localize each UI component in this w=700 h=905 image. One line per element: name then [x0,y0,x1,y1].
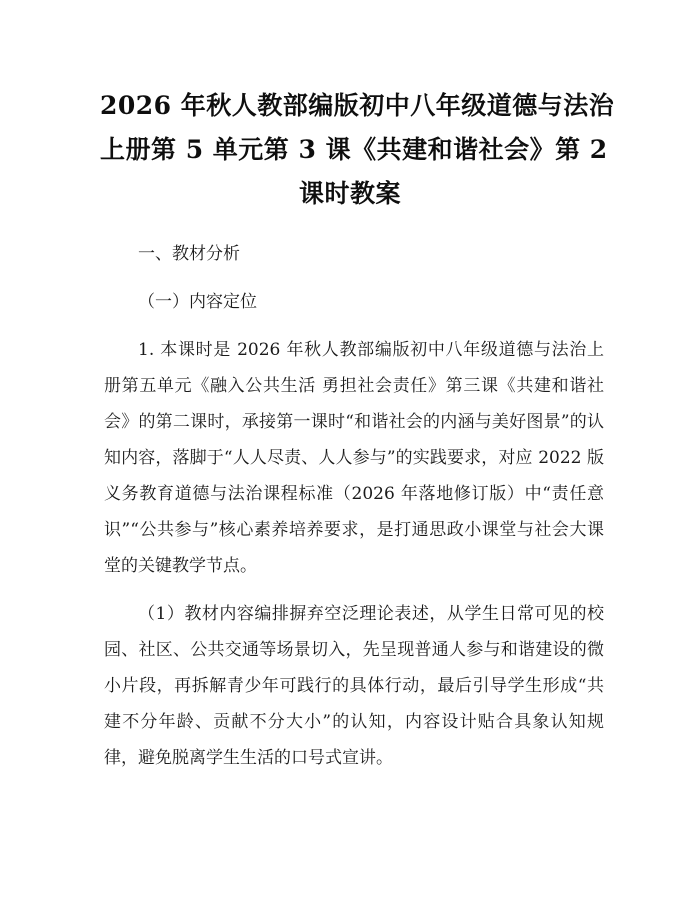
paragraph-lesson-positioning: 1. 本课时是 2026 年秋人教部编版初中八年级道德与法治上册第五单元《融入公共生活 勇担社会责任》第三课《共建和谐社会》的第二课时，承接第一课时“和谐社会的内涵与美好图景”的认知内容，落脚于“人人尽责、人人参与”的实践要求，对应 2022 版义务教育道德与法治课程标准（2026 年落地修订版）中“责任意识”“公共参与”核心素养培养要求，是打通思政小课堂与社会大课堂的关键教学节点。 [104,340,604,576]
title-line-1: 2026 年秋人教部编版初中八年级道德与法治 [100,91,615,120]
subsection-heading-content-positioning: （一）内容定位 [138,292,257,312]
title-line-2: 上册第 5 单元第 3 课《共建和谐社会》第 2 [100,135,608,164]
title-line-3: 课时教案 [298,179,401,208]
paragraph-content-arrangement: （1）教材内容编排摒弃空泛理论表述，从学生日常可见的校园、社区、公共交通等场景切入，先呈现普通人参与和谐建设的微小片段，再拆解青少年可践行的具体行动，最后引导学生形成“共建不分年龄、贡献不分大小”的认知，内容设计贴合具象认知规律，避免脱离学生生活的口号式宣讲。 [104,604,604,768]
section-heading-textbook-analysis: 一、教材分析 [138,244,240,264]
document-body [104,236,604,776]
document-title [100,84,615,216]
